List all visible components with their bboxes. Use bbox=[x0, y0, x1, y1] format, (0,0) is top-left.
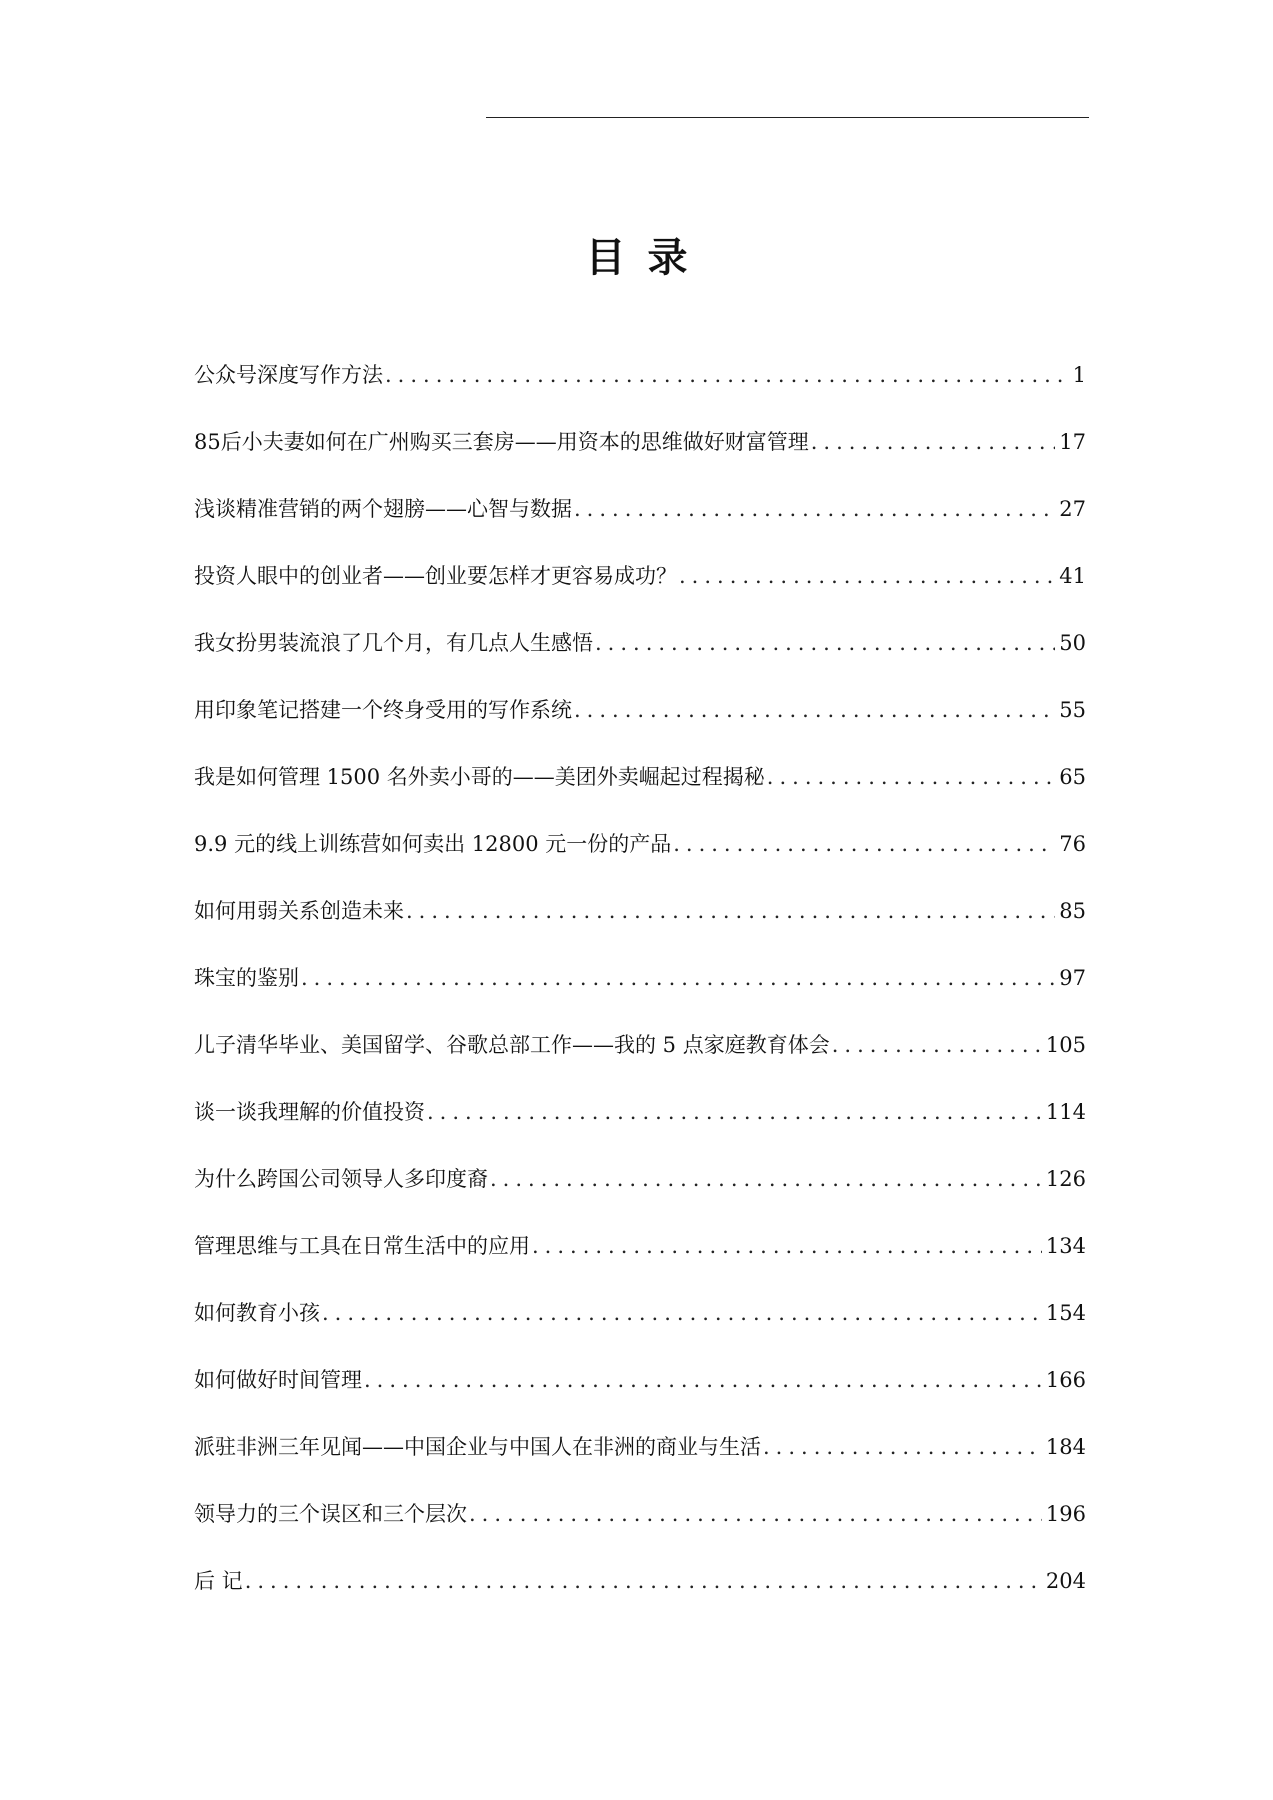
toc-entry[interactable] bbox=[194, 556, 1086, 623]
toc-dot-leader bbox=[245, 1561, 1042, 1601]
toc-entry-title: 领导力的三个误区和三个层次 bbox=[194, 1502, 467, 1526]
toc-entry[interactable] bbox=[194, 690, 1086, 757]
toc-page-number: 1 bbox=[1072, 363, 1086, 387]
toc-dot-leader bbox=[574, 690, 1055, 730]
toc-dot-leader bbox=[406, 891, 1055, 931]
toc-dot-leader bbox=[767, 757, 1055, 797]
toc-entry-title: 谈一谈我理解的价值投资 bbox=[194, 1100, 425, 1124]
toc-page-number: 114 bbox=[1045, 1100, 1086, 1124]
toc-entry[interactable] bbox=[194, 757, 1086, 824]
toc-page-number: 27 bbox=[1059, 497, 1086, 521]
toc-page-number: 97 bbox=[1059, 966, 1086, 990]
toc-entry[interactable] bbox=[194, 824, 1086, 891]
toc-entry-title: 85后小夫妻如何在广州购买三套房——用资本的思维做好财富管理 bbox=[194, 430, 809, 454]
toc-entry-title: 如何用弱关系创造未来 bbox=[194, 899, 404, 923]
toc-dot-leader bbox=[322, 1293, 1042, 1333]
toc-entry[interactable] bbox=[194, 355, 1086, 422]
toc-entry-title: 后 记 bbox=[194, 1569, 243, 1593]
toc-entry[interactable] bbox=[194, 1159, 1086, 1226]
toc-dot-leader bbox=[673, 824, 1055, 864]
toc-page-number: 41 bbox=[1059, 564, 1086, 588]
toc-page-number: 184 bbox=[1045, 1435, 1086, 1459]
toc-page-number: 105 bbox=[1045, 1033, 1086, 1057]
toc-dot-leader bbox=[385, 355, 1069, 395]
toc-page-number: 65 bbox=[1059, 765, 1086, 789]
toc-list bbox=[194, 355, 1086, 1628]
toc-entry-title: 儿子清华毕业、美国留学、谷歌总部工作——我的 5 点家庭教育体会 bbox=[194, 1033, 830, 1057]
toc-dot-leader bbox=[532, 1226, 1042, 1266]
toc-entry[interactable] bbox=[194, 1494, 1086, 1561]
toc-entry-title: 我是如何管理 1500 名外卖小哥的——美团外卖崛起过程揭秘 bbox=[194, 765, 765, 789]
toc-dot-leader bbox=[811, 422, 1056, 462]
toc-entry[interactable] bbox=[194, 891, 1086, 958]
toc-entry[interactable] bbox=[194, 1360, 1086, 1427]
toc-entry-title: 我女扮男装流浪了几个月，有几点人生感悟 bbox=[194, 631, 593, 655]
toc-page-number: 76 bbox=[1059, 832, 1086, 856]
toc-entry-title: 投资人眼中的创业者——创业要怎样才更容易成功？ bbox=[194, 564, 677, 588]
toc-entry[interactable] bbox=[194, 489, 1086, 556]
toc-dot-leader bbox=[763, 1427, 1042, 1467]
header-rule bbox=[486, 117, 1089, 118]
toc-entry[interactable] bbox=[194, 422, 1086, 489]
toc-entry-title: 为什么跨国公司领导人多印度裔 bbox=[194, 1167, 488, 1191]
toc-entry[interactable] bbox=[194, 1561, 1086, 1628]
toc-entry-title: 如何教育小孩 bbox=[194, 1301, 320, 1325]
toc-entry[interactable] bbox=[194, 958, 1086, 1025]
toc-entry-title: 浅谈精准营销的两个翅膀——心智与数据 bbox=[194, 497, 572, 521]
toc-entry[interactable] bbox=[194, 1092, 1086, 1159]
toc-page-number: 196 bbox=[1045, 1502, 1086, 1526]
toc-dot-leader bbox=[595, 623, 1055, 663]
toc-dot-leader bbox=[490, 1159, 1042, 1199]
toc-dot-leader bbox=[574, 489, 1055, 529]
toc-page-number: 204 bbox=[1045, 1569, 1086, 1593]
toc-entry-title: 管理思维与工具在日常生活中的应用 bbox=[194, 1234, 530, 1258]
toc-page-number: 134 bbox=[1045, 1234, 1086, 1258]
toc-dot-leader bbox=[301, 958, 1055, 998]
toc-dot-leader bbox=[679, 556, 1055, 596]
toc-entry[interactable] bbox=[194, 1293, 1086, 1360]
toc-entry-title: 珠宝的鉴别 bbox=[194, 966, 299, 990]
toc-page-number: 17 bbox=[1059, 430, 1086, 454]
toc-entry[interactable] bbox=[194, 1025, 1086, 1092]
toc-entry-title: 9.9 元的线上训练营如何卖出 12800 元一份的产品 bbox=[194, 832, 672, 856]
toc-dot-leader bbox=[469, 1494, 1042, 1534]
toc-entry-title: 如何做好时间管理 bbox=[194, 1368, 362, 1392]
toc-entry-title: 派驻非洲三年见闻——中国企业与中国人在非洲的商业与生活 bbox=[194, 1435, 761, 1459]
toc-entry[interactable] bbox=[194, 1427, 1086, 1494]
toc-page-number: 55 bbox=[1059, 698, 1086, 722]
toc-page-number: 126 bbox=[1045, 1167, 1086, 1191]
page-title: 目录 bbox=[585, 235, 710, 281]
toc-entry-title: 用印象笔记搭建一个终身受用的写作系统 bbox=[194, 698, 572, 722]
toc-entry[interactable] bbox=[194, 623, 1086, 690]
toc-page-number: 166 bbox=[1045, 1368, 1086, 1392]
toc-page-number: 85 bbox=[1059, 899, 1086, 923]
toc-dot-leader bbox=[427, 1092, 1042, 1132]
toc-dot-leader bbox=[364, 1360, 1042, 1400]
toc-entry-title: 公众号深度写作方法 bbox=[194, 363, 383, 387]
toc-dot-leader bbox=[832, 1025, 1042, 1065]
toc-entry[interactable] bbox=[194, 1226, 1086, 1293]
toc-page-number: 154 bbox=[1045, 1301, 1086, 1325]
toc-page-number: 50 bbox=[1059, 631, 1086, 655]
